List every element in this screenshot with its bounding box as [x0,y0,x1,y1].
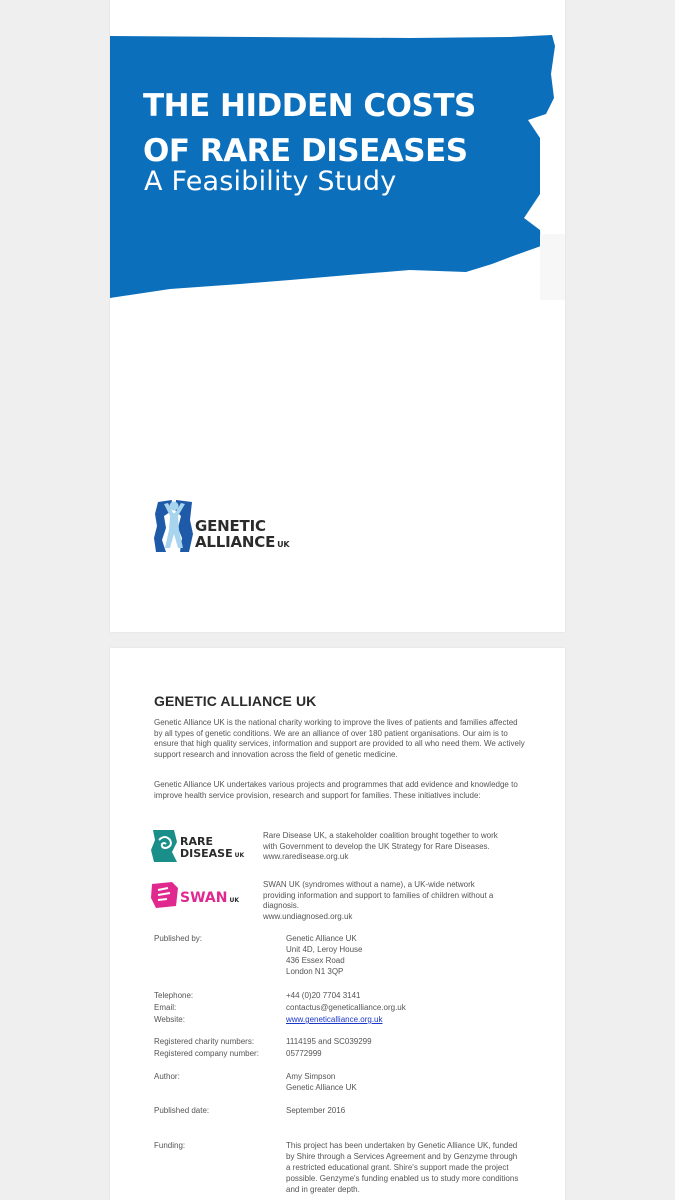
author-name: Amy Simpson [286,1072,336,1081]
rare-disease-swirl-icon [150,828,180,864]
email-value: contactus@geneticalliance.org.uk [286,1003,406,1012]
initiatives-paragraph: Genetic Alliance UK undertakes various projects and programmes that add evidence and knowledge to improve health service provision, research and support for families. These initiatives include: [154,780,518,800]
telephone-label: Telephone: [154,991,194,1000]
rare-disease-uk-logo [150,826,250,866]
logo-word-alliance-text: ALLIANCE [195,533,276,551]
publisher-address-line-1: Unit 4D, Leroy House [286,945,363,954]
rare-disease-description [263,831,525,863]
swan-line-3: diagnosis. [263,901,300,910]
published-date-label: Published date: [154,1106,210,1115]
logo-word-genetic: GENETIC [195,517,266,535]
charity-numbers-value: 1114195 and SC039299 [286,1037,372,1046]
rare-disease-line-2: with Government to develop the UK Strategy for Rare Diseases. [263,841,490,851]
rare-word: RARE [180,835,213,848]
email-label: Email: [154,1003,177,1012]
swan-line-1: SWAN UK (syndromes without a name), a UK-wide network [263,880,475,889]
website-label: Website: [154,1015,185,1024]
charity-numbers-label: Registered charity numbers: [154,1037,255,1046]
genetic-alliance-figure-icon [154,498,194,554]
funding-text: This project has been undertaken by Genetic Alliance UK, funded by Shire through a Services Agreement and by Genzyme through a restricted educational grant. Shire's support made the project possible. Genzyme's funding enabled us to study more conditions and in greater depth. [286,1141,519,1194]
swan-hand-icon [150,880,180,910]
rare-disease-line-1: Rare Disease UK, a stakeholder coalition brought together to work [263,831,498,840]
disease-word: DISEASE [180,847,233,860]
website-link[interactable]: www.geneticalliance.org.uk [286,1015,383,1024]
funding-label: Funding: [154,1141,186,1150]
rare-uk-suffix: UK [234,852,245,859]
published-by-label: Published by: [154,934,203,943]
author-label: Author: [154,1072,180,1081]
intro-paragraph: Genetic Alliance UK is the national charity working to improve the lives of patients and families affected by all types of genetic conditions. We are an alliance of over 180 patient organisations. Our aim is to ensure that high quality services, information and support are provided to all who need them. We actively support research and innovation across the field of genetic medicine. [154,718,525,759]
cover-title [143,84,476,174]
swan-wordmark [180,890,239,906]
logo-uk-suffix: UK [277,540,290,549]
info-heading: GENETIC ALLIANCE UK [154,693,317,709]
publisher-address-line-2: 436 Essex Road [286,956,345,965]
telephone-value: +44 (0)20 7704 3141 [286,991,361,1000]
swan-description [263,880,525,922]
author-organisation: Genetic Alliance UK [286,1083,357,1092]
publisher-address-line-3: London N1 3QP [286,967,344,976]
cover-subtitle: A Feasibility Study [144,166,397,197]
disease-word-line [180,848,244,862]
cover-title-line-1: THE HIDDEN COSTS [143,88,476,124]
logo-word-alliance [195,534,289,553]
company-number-value: 05772999 [286,1049,322,1058]
swan-uk-logo [150,878,250,912]
publisher-address [286,933,362,977]
publisher-name: Genetic Alliance UK [286,934,357,943]
swan-word: SWAN [180,890,228,906]
company-number-label: Registered company number: [154,1049,259,1058]
author-value [286,1071,357,1093]
rare-disease-wordmark [180,836,244,862]
funding-value [286,1140,523,1195]
published-date-value: September 2016 [286,1106,346,1115]
genetic-alliance-logo [154,496,306,554]
swan-url: www.undiagnosed.org.uk [263,911,353,921]
swan-line-2: providing information and support to families of children without a [263,890,494,900]
swan-uk-suffix: UK [229,897,239,904]
cover-title-line-2: OF RARE DISEASES [143,133,468,169]
info-page [110,648,565,1200]
cover-page [110,0,565,632]
rare-disease-url: www.raredisease.org.uk [263,852,349,861]
